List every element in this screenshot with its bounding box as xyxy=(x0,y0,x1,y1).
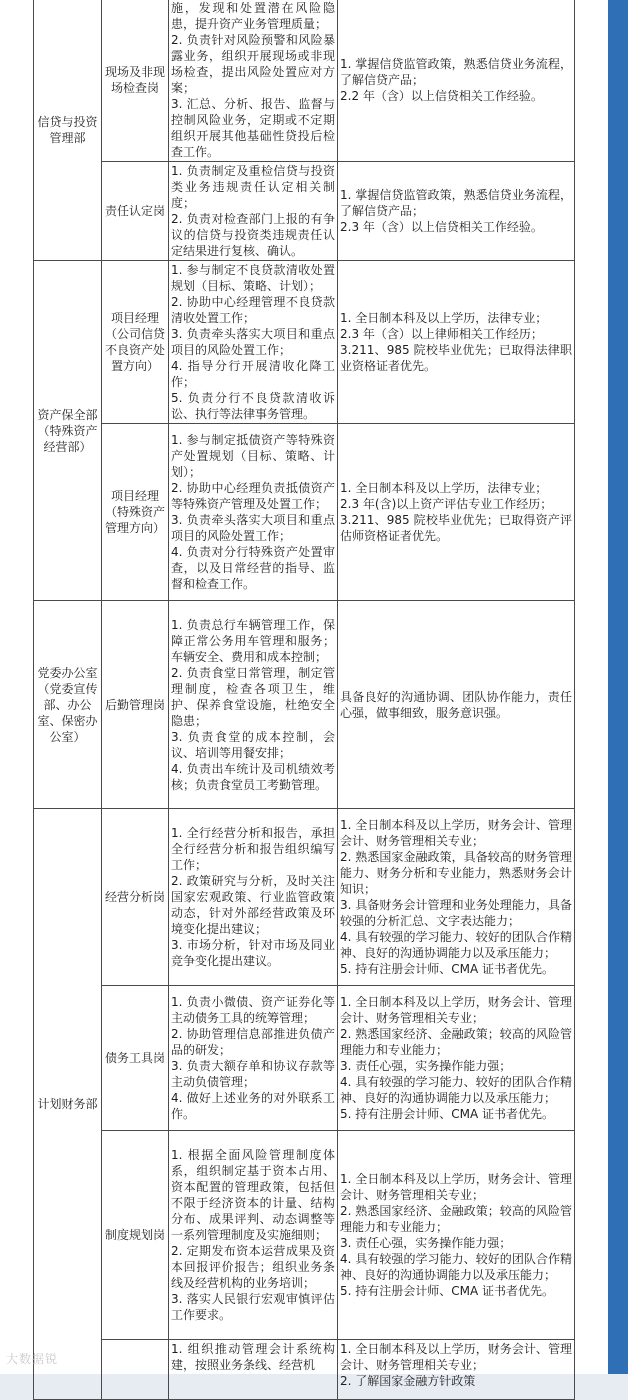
requirement-line: 2.3 年（含）以上信贷相关工作经验。 xyxy=(340,220,543,234)
duty-line: 3. 落实人民银行宏观审慎评估工作要求。 xyxy=(171,1292,335,1322)
requirement-line: 1. 全日制本科及以上学历，财务会计、管理会计、财务管理相关专业； xyxy=(340,1172,572,1202)
duty-line: 2. 协助中心经理负责抵债资产等特殊资产管理及处置工作； xyxy=(171,481,335,511)
duties-cell xyxy=(169,809,338,986)
duty-line: 3. 负责牵头落实大项目和重点项目的风险处置工作； xyxy=(171,327,335,357)
position-cell: 后勤管理岗 xyxy=(102,601,169,809)
duty-line: 施，发现和处置潜在风险隐患，提升资产业务管理质量； xyxy=(171,1,335,31)
requirement-line: 2. 熟悉国家经济、金融政策；较高的风险管理能力和专业能力； xyxy=(340,1204,572,1234)
job-table xyxy=(33,0,575,1400)
requirements-cell xyxy=(338,1340,575,1400)
position-cell: 经营分析岗 xyxy=(102,809,169,986)
department-cell: 党委办公室（党委宣传部、办公室、保密办公室） xyxy=(34,601,102,809)
table-row xyxy=(34,261,575,424)
requirement-line: 4. 具有较强的学习能力、较好的团队合作精神、良好的沟通协调能力以及承压能力； xyxy=(340,1075,572,1105)
requirements-cell xyxy=(338,986,575,1131)
duty-line: 1. 组织推动管理会计系统构建，按照业务条线、经营机 xyxy=(171,1342,335,1372)
requirement-line: 3. 具备财务会计管理和业务处理能力，具备较强的分析汇总、文字表达能力； xyxy=(340,898,572,928)
duty-line: 2. 定期发布资本运营成果及资本回报评价报告；组织业务条线及经营机构的业务培训； xyxy=(171,1244,335,1290)
duty-line: 2. 负责食堂日常管理，制定管理制度，检查各项卫生，维护、保养食堂设施，杜绝安全隐患； xyxy=(171,665,335,728)
duty-line: 2. 协助中心经理管理不良贷款清收处置工作； xyxy=(171,295,335,325)
side-band-edge xyxy=(604,0,608,1374)
duties-cell xyxy=(169,261,338,424)
duty-line: 1. 负责小微债、资产证券化等主动债务工具的统筹管理； xyxy=(171,995,335,1025)
duty-line: 4. 指导分行开展清收化降工作； xyxy=(171,359,335,389)
duty-line: 1. 根据全面风险管理制度体系，组织制定基于资本占用、资本配置的管理政策，包括但不限于经济资本的计量、结构分布、成果评判、动态调整等一系列管理制度及实施细则； xyxy=(171,1148,335,1242)
requirement-line: 3.211、985 院校毕业优先；已取得资产评估师资格证者优先。 xyxy=(340,513,572,543)
position-cell: 项目经理（特殊资产管理方向） xyxy=(102,424,169,601)
position-cell: 责任认定岗 xyxy=(102,162,169,261)
requirement-line: 3.211、985 院校毕业优先；已取得法律职业资格证者优先。 xyxy=(340,343,572,373)
requirement-line: 5. 持有注册会计师、CMA 证书者优先。 xyxy=(340,1107,555,1121)
table-row xyxy=(34,986,575,1131)
position-cell xyxy=(102,1340,169,1400)
requirement-line: 1. 全日制本科及以上学历，财务会计、管理会计、财务管理相关专业； xyxy=(340,818,572,848)
department-cell: 资产保全部（特殊资产经营部） xyxy=(34,261,102,601)
table-row xyxy=(34,809,575,986)
requirements-cell xyxy=(338,0,575,162)
side-band xyxy=(604,0,628,1374)
duty-line: 1. 负责总行车辆管理工作，保障正常公务用车管理和服务；车辆安全、费用和成本控制； xyxy=(171,617,335,664)
table-row xyxy=(34,1131,575,1340)
requirement-line: 1. 全日制本科及以上学历，法律专业； xyxy=(340,481,548,495)
requirement-line: 1. 全日制本科及以上学历，法律专业； xyxy=(340,311,548,325)
table-row xyxy=(34,162,575,261)
requirement-line: 2. 熟悉国家金融政策，具备较高的财务管理能力、财务分析和专业能力，熟悉财务会计知识； xyxy=(340,850,572,896)
requirement-line: 1. 全日制本科及以上学历，财务会计、管理会计、财务管理相关专业； xyxy=(340,1342,572,1372)
table-row xyxy=(34,424,575,601)
duties-cell xyxy=(169,162,338,261)
duty-line: 2. 负责对检查部门上报的有争议的信贷与投资类违规责任认定结果进行复核、确认。 xyxy=(171,212,335,258)
requirements-cell xyxy=(338,424,575,601)
requirement-line: 4. 具有较强的学习能力、较好的团队合作精神、良好的沟通协调能力以及承压能力； xyxy=(340,930,572,960)
duty-line: 1. 负责制定及重检信贷与投资类业务违规责任认定相关制度； xyxy=(171,164,335,210)
requirement-line: 2.2 年（含）以上信贷相关工作经验。 xyxy=(340,89,543,103)
requirement-line: 2.3 年（含）以上律师相关工作经历； xyxy=(340,327,543,341)
table-row xyxy=(34,601,575,809)
duty-line: 3. 市场分析，针对市场及同业竞争变化提出建议。 xyxy=(171,938,335,968)
position-cell: 项目经理（公司信贷不良资产处置方向） xyxy=(102,261,169,424)
requirements-cell xyxy=(338,261,575,424)
duties-cell xyxy=(169,424,338,601)
requirements-cell xyxy=(338,601,575,809)
duties-cell xyxy=(169,1131,338,1340)
position-cell: 制度规划岗 xyxy=(102,1131,169,1340)
requirement-line: 1. 掌握信贷监管政策，熟悉信贷业务流程，了解信贷产品； xyxy=(340,188,572,218)
requirement-line: 3. 责任心强，实务操作能力强； xyxy=(340,1059,512,1073)
duty-line: 2. 政策研究与分析，及时关注国家宏观政策、行业监管政策动态，针对外部经营政策及环境变化提出建议； xyxy=(171,874,335,936)
requirement-line: 5. 持有注册会计师、CMA 证书者优先。 xyxy=(340,1284,555,1298)
requirement-line: 3. 责任心强，实务操作能力强； xyxy=(340,1236,512,1250)
table-row xyxy=(34,1340,575,1400)
duty-line: 2. 负责针对风险预警和风险暴露业务，组织开展现场或非现场检查，提出风险处置应对方案； xyxy=(171,33,335,95)
duty-line: 4. 负责出车统计及司机绩效考核；负责食堂员工考勤管理。 xyxy=(171,761,335,792)
department-cell: 信贷与投资管理部 xyxy=(34,0,102,261)
position-cell: 现场及非现场检查岗 xyxy=(102,0,169,162)
requirement-line: 1. 掌握信贷监管政策，熟悉信贷业务流程，了解信贷产品； xyxy=(340,57,572,87)
requirements-cell xyxy=(338,809,575,986)
duty-line: 3. 负责食堂的成本控制，会议、培训等用餐安排； xyxy=(171,729,335,760)
duty-line: 1. 全行经营分析和报告，承担全行经营分析和报告组织编写工作； xyxy=(171,826,335,872)
position-cell: 债务工具岗 xyxy=(102,986,169,1131)
duty-line: 3. 负责牵头落实大项目和重点项目的风险处置工作； xyxy=(171,513,335,543)
duties-cell xyxy=(169,0,338,162)
requirements-cell xyxy=(338,1131,575,1340)
duty-line: 3. 负责大额存单和协议存款等主动负债管理； xyxy=(171,1059,335,1089)
requirement-line: 2. 熟悉国家经济、金融政策；较高的风险管理能力和专业能力； xyxy=(340,1027,572,1057)
duties-cell xyxy=(169,601,338,809)
duty-line: 1. 参与制定不良贷款清收处置规划（目标、策略、计划）； xyxy=(171,263,335,293)
watermark: 大数据锐 xyxy=(6,1352,59,1366)
requirement-line: 具备良好的沟通协调、团队协作能力，责任心强，做事细致，服务意识强。 xyxy=(340,689,572,720)
requirement-line: 2.3 年(含)以上资产评估专业工作经历； xyxy=(340,497,553,511)
duties-cell xyxy=(169,986,338,1131)
duty-line: 4. 做好上述业务的对外联系工作。 xyxy=(171,1091,335,1121)
table-row xyxy=(34,0,575,162)
requirement-line: 5. 持有注册会计师、CMA 证书者优先。 xyxy=(340,962,555,976)
department-cell: 计划财务部 xyxy=(34,809,102,1400)
duty-line: 5. 负责分行不良贷款清收诉讼、执行等法律事务管理。 xyxy=(171,391,335,421)
duty-line: 3. 汇总、分析、报告、监督与控制风险业务，定期或不定期组织开展其他基础性贷投后检查工作。 xyxy=(171,97,335,159)
requirement-line: 2. 了解国家金融方针政策 xyxy=(340,1374,476,1388)
duty-line: 2. 协助管理信息部推进负债产品的研发； xyxy=(171,1027,335,1057)
duties-cell xyxy=(169,1340,338,1400)
duty-line: 1. 参与制定抵债资产等特殊资产处置规划（目标、策略、计划）； xyxy=(171,433,335,479)
duty-line: 4. 负责对分行特殊资产处置审查，以及日常经营的指导、监督和检查工作。 xyxy=(171,545,335,591)
requirement-line: 4. 具有较强的学习能力、较好的团队合作精神、良好的沟通协调能力以及承压能力； xyxy=(340,1252,572,1282)
requirement-line: 1. 全日制本科及以上学历，财务会计、管理会计、财务管理相关专业； xyxy=(340,995,572,1025)
requirements-cell xyxy=(338,162,575,261)
